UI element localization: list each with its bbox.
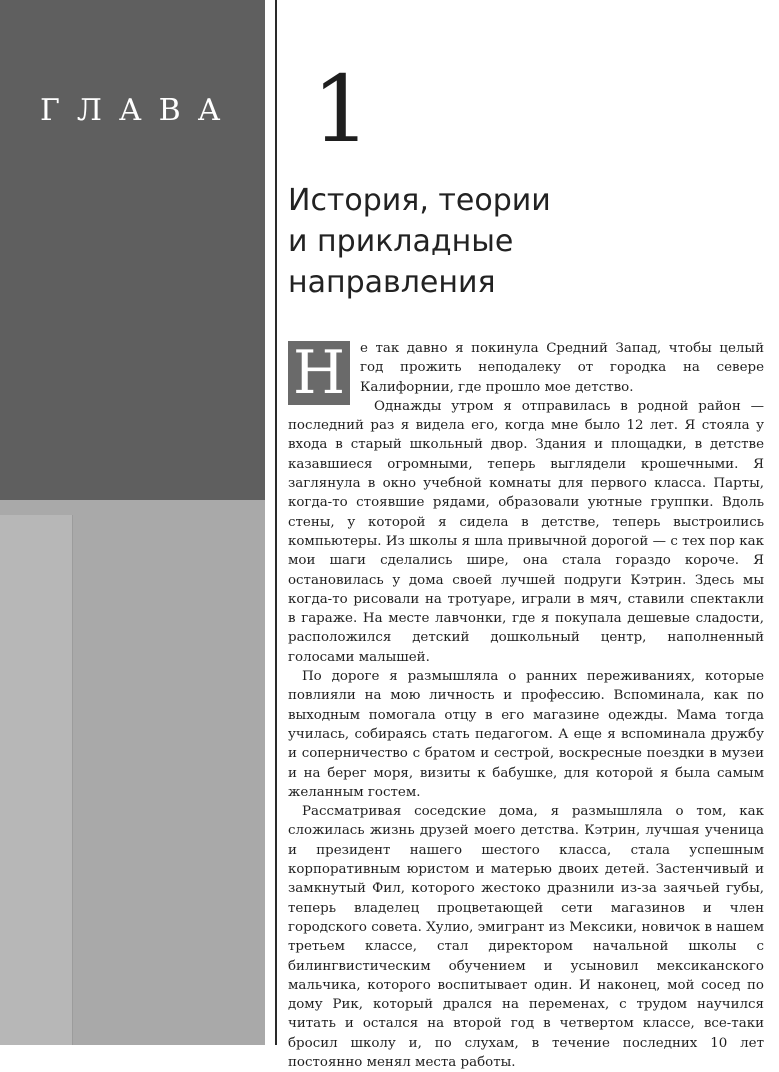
- drop-cap: Н: [288, 341, 350, 405]
- chapter-title-line: История, теории: [288, 183, 551, 218]
- chapter-title-line: и прикладные: [288, 224, 514, 259]
- chapter-title: [288, 180, 758, 303]
- left-panel-inner-block: [0, 515, 73, 1045]
- paragraph: Однажды утром я отправилась в родной район — последний раз я видела его, когда мне было 12 лет. Я стояла у входа в старый школьный двор. Здания и площадки, в детстве казавшиеся огромными, теперь выглядели крошечными. Я заглянула в окно учебной комнаты для первого класса. Парты, когда-то стоявшие рядами, образовали уютные группки. Вдоль стены, у которой я сидела в детстве, теперь выстроились компьютеры. Из школы я шла привычной дорогой — с тех пор как мои шаги сделались шире, она стала гораздо короче. Я остановилась у дома своей лучшей подруги Кэтрин. Здесь мы когда-то рисовали на тротуаре, играли в мяч, ставили спектакли в гараже. На месте лавчонки, где я покупала дешевые сладости, расположился детский дошкольный центр, наполненный голосами малышей.: [288, 398, 764, 665]
- left-panel-dark-block: [0, 0, 265, 500]
- paragraph: е так давно я покинула Средний Запад, чтобы целый год прожить неподалеку от городка на севере Калифорнии, где прошло мое детство.: [360, 341, 764, 395]
- vertical-rule: [275, 0, 277, 1045]
- body-text: [288, 339, 764, 1072]
- vertical-gap: [265, 0, 274, 1045]
- paragraph: По дороге я размышляла о ранних переживаниях, которые повлияли на мою личность и профессию. Вспоминала, как по выходным помогала отцу в его магазине одежды. Мама тогда училась, собираясь стать педагогом. А еще я вспоминала дружбу и соперничество с братом и сестрой, воскресные поездки в музеи и на берег моря, визиты к бабушке, для которой я была самым желанным гостем.: [288, 669, 764, 800]
- left-decorative-panel: [0, 0, 265, 1045]
- chapter-word: ГЛАВА: [40, 93, 238, 128]
- chapter-title-line: направления: [288, 265, 496, 300]
- paragraph: Рассматривая соседские дома, я размышляла о том, как сложилась жизнь друзей моего детства. Кэтрин, лучшая ученица и президент нашего шестого класса, стала успешным корпоративным юристом и матерью двоих детей. Застенчивый и замкнутый Фил, которого жестоко дразнили из-за заячьей губы, теперь владелец процветающей сети магазинов и член городского совета. Хулио, эмигрант из Мексики, новичок в нашем третьем классе, стал директором начальной школы с билингвистическим обучением и усыновил мексиканского мальчика, которого воспитывает один. И наконец, мой сосед по дому Рик, который дрался на переменах, с трудом научился читать и остался на второй год в четвертом классе, все-таки бросил школу и, по слухам, в течение последних 10 лет постоянно менял места работы.: [288, 804, 764, 1070]
- chapter-number: 1: [312, 56, 371, 163]
